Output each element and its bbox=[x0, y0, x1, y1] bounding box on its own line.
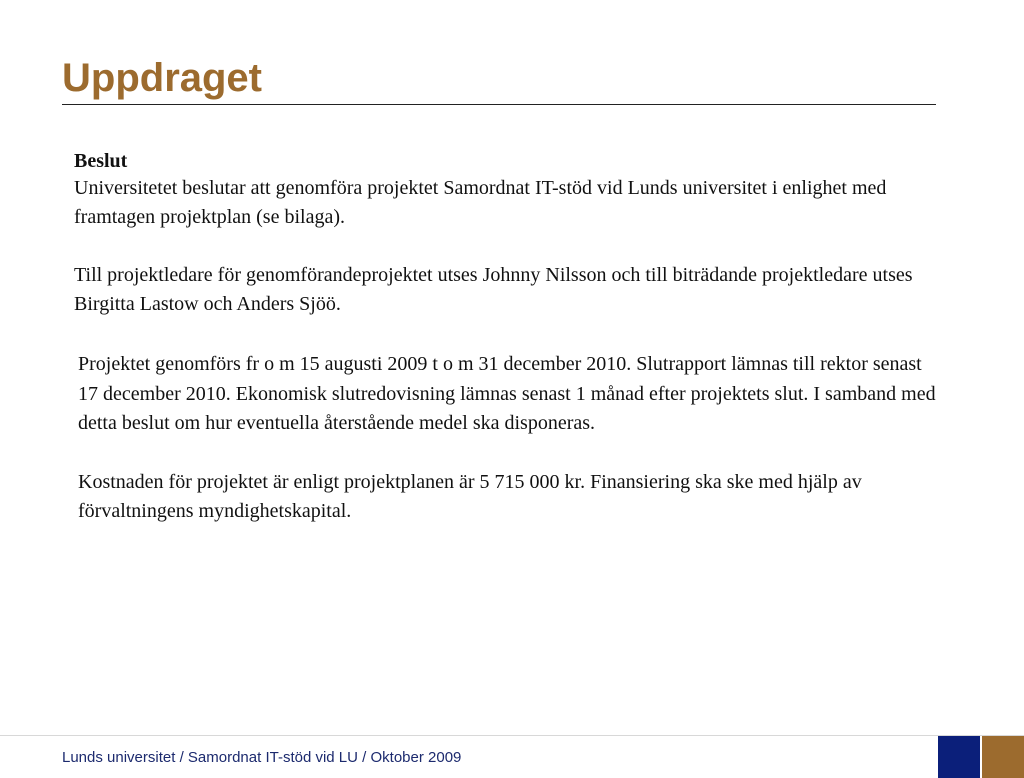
decision-paragraph-1: Universitetet beslutar att genomföra projektet Samordnat IT-stöd vid Lunds universitet i enlighet med framtagen projektplan (se bilaga). bbox=[74, 177, 887, 228]
decision-document bbox=[74, 148, 944, 522]
footer-blue-square bbox=[938, 736, 980, 778]
footer-brown-square bbox=[982, 736, 1024, 778]
decision-paragraph-2: Till projektledare för genomförandeprojektet utses Johnny Nilsson och till biträdande projektledare utses Birgitta Lastow och Anders Sjöö. bbox=[74, 264, 913, 315]
footer-text: Lunds universitet / Samordnat IT-stöd vid LU / Oktober 2009 bbox=[62, 749, 462, 766]
footer-divider bbox=[0, 735, 1024, 736]
schedule-paragraph: Projektet genomförs fr o m 15 augusti 2009 t o m 31 december 2010. Slutrapport lämnas till rektor senast 17 december 2010. Ekonomisk slutredovisning lämnas senast 1 månad efter projektets slut. I samband med detta beslut om hur eventuella återstående medel ska disponeras. bbox=[78, 353, 936, 434]
scanned-excerpt bbox=[78, 350, 944, 527]
title-divider bbox=[62, 104, 936, 105]
cost-paragraph: Kostnaden för projektet är enligt projektplanen är 5 715 000 kr. Finansiering ska ske med hjälp av förvaltningens myndighetskapital. bbox=[78, 470, 862, 522]
decision-heading: Beslut bbox=[74, 150, 128, 172]
slide-title: Uppdraget bbox=[62, 56, 262, 100]
